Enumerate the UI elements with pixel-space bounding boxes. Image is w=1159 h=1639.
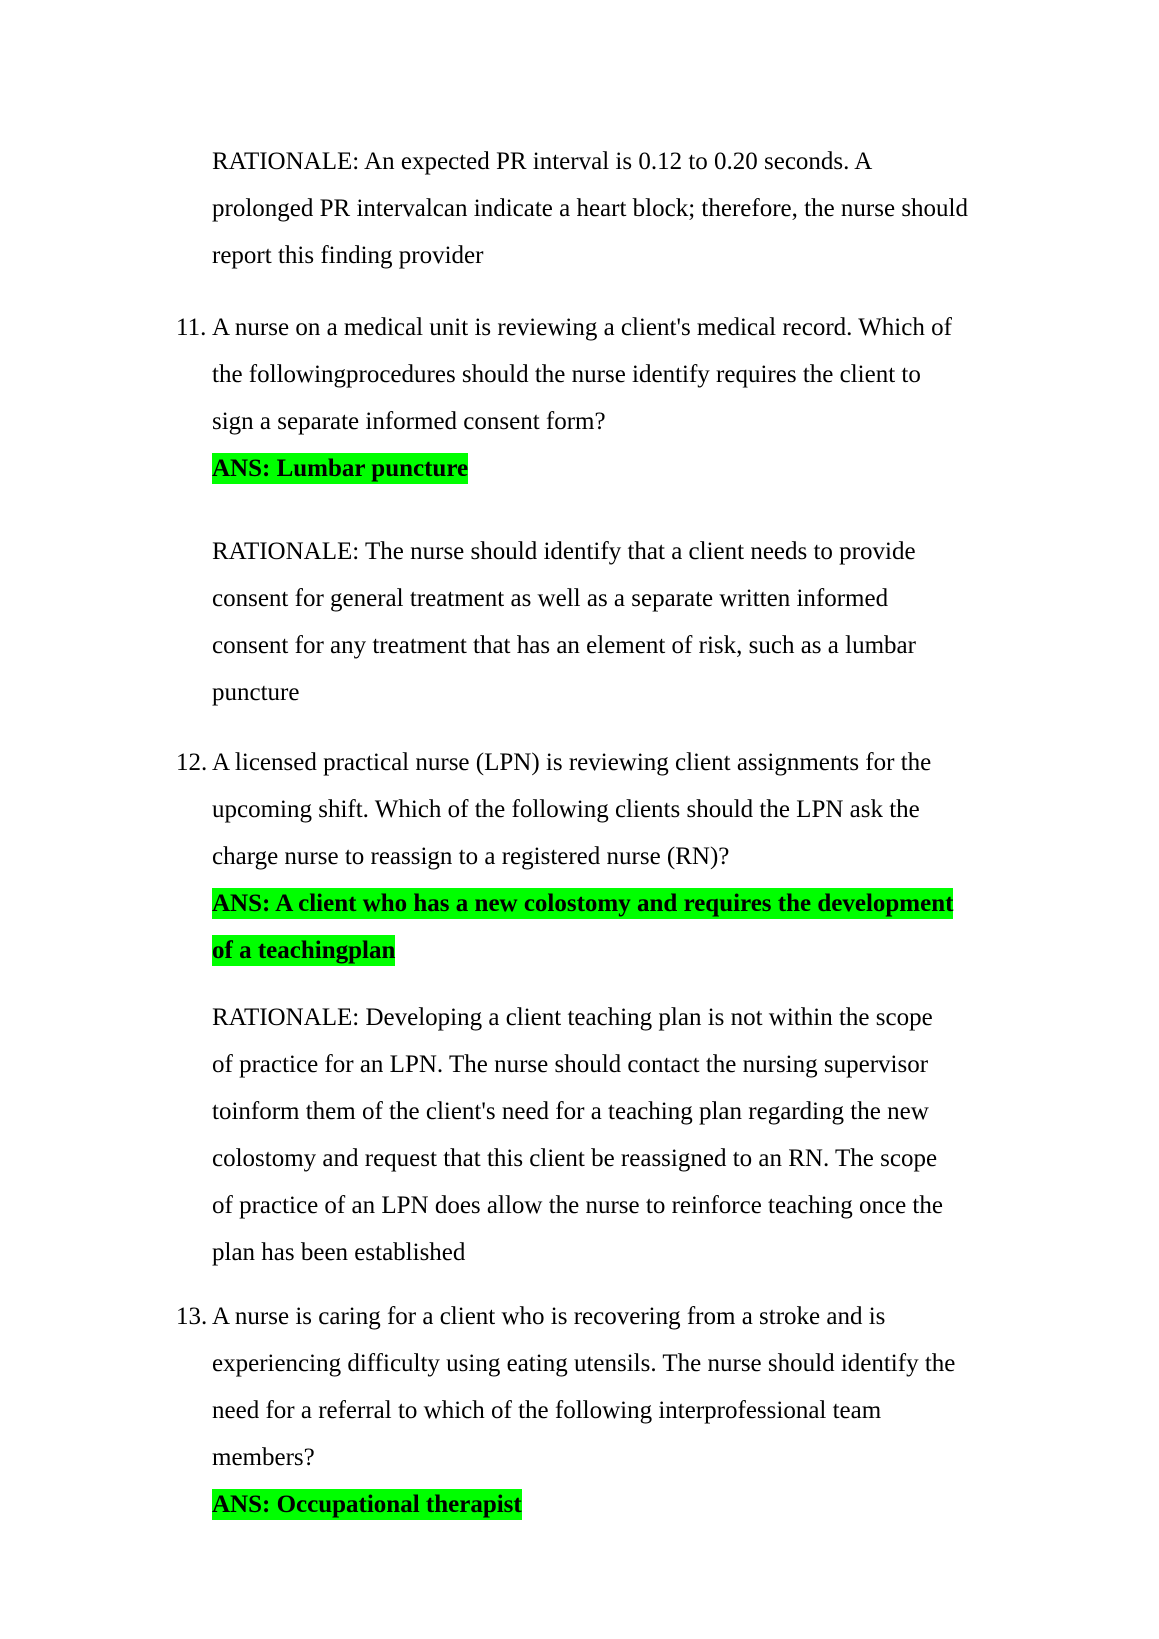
rationale-line: consent for general treatment as well as a separate written informed (212, 585, 889, 612)
question-number: 11. (176, 314, 207, 341)
rationale-q10 (212, 138, 1062, 279)
rationale-line: toinform them of the client's need for a teaching plan regarding the new (212, 1098, 929, 1125)
rationale-line: consent for any treatment that has an element of risk, such as a lumbar (212, 632, 916, 659)
rationale-line: prolonged PR intervalcan indicate a heart block; therefore, the nurse should (212, 195, 968, 222)
question-line: A licensed practical nurse (LPN) is reviewing client assignments for the (212, 749, 932, 776)
question-line: A nurse on a medical unit is reviewing a client's medical record. Which of (212, 314, 952, 341)
question-number: 12. (176, 749, 208, 776)
rationale-q12 (212, 994, 1062, 1276)
question-line: the followingprocedures should the nurse identify requires the client to (212, 361, 921, 388)
question-line: sign a separate informed consent form? (212, 408, 606, 435)
question-line: need for a referral to which of the following interprofessional team (212, 1397, 882, 1424)
question-line: A nurse is caring for a client who is recovering from a stroke and is (212, 1303, 886, 1330)
question-line: upcoming shift. Which of the following clients should the LPN ask the (212, 796, 920, 823)
answer-highlight: of a teachingplan (212, 937, 396, 964)
rationale-line: puncture (212, 679, 300, 706)
question-13 (176, 1293, 1062, 1528)
question-number: 13. (176, 1303, 208, 1330)
question-line: charge nurse to reassign to a registered nurse (RN)? (212, 843, 730, 870)
rationale-line: RATIONALE: An expected PR interval is 0.12 to 0.20 seconds. A (212, 148, 873, 175)
question-line: members? (212, 1444, 315, 1471)
answer-highlight: ANS: A client who has a new colostomy and requires the development (212, 890, 954, 917)
answer-highlight: ANS: Occupational therapist (212, 1491, 522, 1518)
rationale-line: of practice of an LPN does allow the nurse to reinforce teaching once the (212, 1192, 943, 1219)
rationale-line: RATIONALE: Developing a client teaching plan is not within the scope (212, 1004, 933, 1031)
question-11 (176, 304, 1062, 492)
rationale-line: plan has been established (212, 1239, 466, 1266)
answer-line (212, 1481, 1062, 1528)
question-12 (176, 739, 1062, 974)
rationale-line: RATIONALE: The nurse should identify that a client needs to provide (212, 538, 916, 565)
rationale-line: report this finding provider (212, 242, 484, 269)
rationale-line: colostomy and request that this client be reassigned to an RN. The scope (212, 1145, 938, 1172)
answer-highlight: ANS: Lumbar puncture (212, 455, 469, 482)
rationale-line: of practice for an LPN. The nurse should contact the nursing supervisor (212, 1051, 929, 1078)
answer-line (212, 880, 1062, 927)
answer-line (212, 445, 1062, 492)
answer-line (212, 927, 1062, 974)
rationale-q11 (212, 528, 1062, 716)
question-line: experiencing difficulty using eating utensils. The nurse should identify the (212, 1350, 956, 1377)
